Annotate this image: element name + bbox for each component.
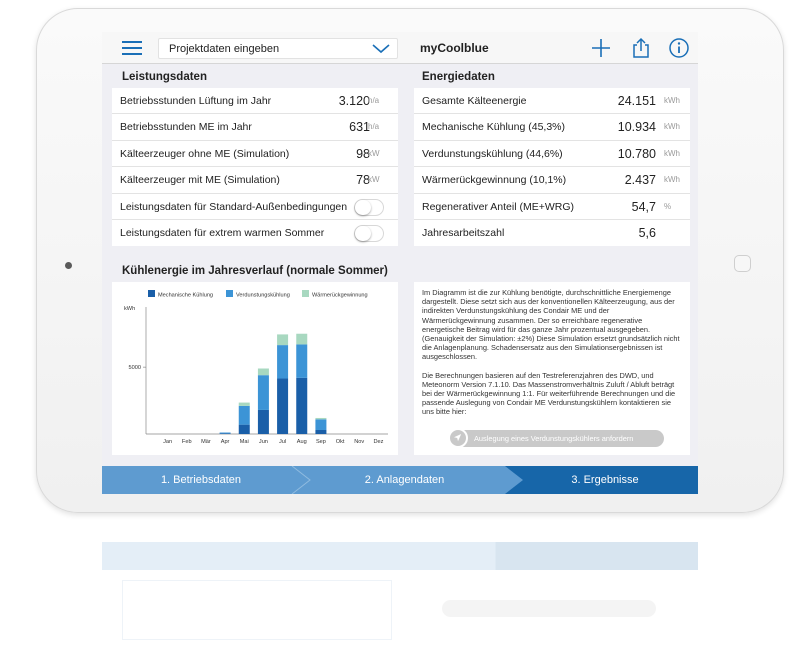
x-tick-label: Sep bbox=[315, 439, 326, 445]
bar-segment bbox=[220, 433, 231, 434]
row-unit: % bbox=[664, 201, 672, 211]
row-unit: kW bbox=[368, 175, 380, 185]
x-tick-label: Apr bbox=[220, 439, 230, 445]
bar-segment bbox=[296, 378, 307, 434]
standard-conditions-toggle[interactable] bbox=[354, 199, 384, 216]
energie-row bbox=[414, 194, 690, 220]
row-label: Jahresarbeitszahl bbox=[422, 226, 505, 239]
chevron-down-icon bbox=[371, 43, 391, 55]
bar-segment bbox=[258, 375, 269, 410]
description-paragraph: Im Diagramm ist die zur Kühlung benötigte, durchschnittliche Energiemenge dargestellt. Diese setzt sich aus der konventionellen Kälteerzeugung, aus der indirekten Verdunstungskühlung des Condair ME und der Wärmerückgewinnung zusammen. Der so erreichbare regenerative energetische Beitrag wird für das ganze Jahr prozentual ausgegeben. (Genauigkeit der Simulation: ±2%) Diese Simulation ersetzt grundsätzlich nicht die Anlagenplanung. Schadensersatz aus den Simulationsergebnissen ist ausgeschlossen. bbox=[422, 288, 680, 362]
x-tick-label: Feb bbox=[181, 439, 192, 445]
energie-row bbox=[414, 141, 690, 167]
row-unit: h/a bbox=[368, 122, 380, 132]
x-tick-label: Nov bbox=[354, 439, 365, 445]
x-tick-label: Mär bbox=[201, 439, 211, 445]
location-arrow-icon bbox=[448, 428, 468, 448]
leistung-row bbox=[112, 167, 398, 193]
chart-title: Kühlenergie im Jahresverlauf (normale Sommer) bbox=[122, 265, 388, 277]
step-navigation bbox=[102, 466, 698, 494]
row-label: Kälteerzeuger ohne ME (Simulation) bbox=[120, 147, 290, 160]
add-icon[interactable] bbox=[590, 37, 612, 59]
leistungsdaten-panel bbox=[112, 88, 398, 246]
row-value: 98 bbox=[356, 146, 370, 161]
request-button-label: Auslegung eines Verdunstungskühlers anfordern bbox=[474, 434, 634, 443]
camera bbox=[65, 262, 72, 269]
row-value: 631 bbox=[349, 120, 370, 135]
app-title: myCoolblue bbox=[420, 41, 489, 55]
row-unit: kWh bbox=[664, 122, 680, 132]
info-icon[interactable] bbox=[668, 37, 690, 59]
row-value: 2.437 bbox=[624, 173, 656, 188]
energie-row bbox=[414, 220, 690, 246]
description-panel bbox=[414, 282, 690, 455]
toggle-row-standard bbox=[112, 194, 398, 220]
description-paragraph: Die Berechnungen basieren auf den Testreferenzjahren des DWD, und Meteonorm Version 7.1.10. Das Massenstromverhältnis Zuluft / Abluft beträgt bei der Wärmerückgewinnung 1:1. Für weiterführende Berechnungen und die passende Auslegung von Condair ME Verdunstungskühlern kontaktieren sie uns bitte hier: bbox=[422, 370, 676, 417]
legend-label: Mechanische Kühlung bbox=[158, 292, 214, 299]
energiedaten-panel bbox=[414, 88, 690, 246]
toggle-row-warm bbox=[112, 220, 398, 246]
step-3-ergebnisse[interactable]: 3. Ergebnisse bbox=[571, 474, 639, 486]
bar-segment bbox=[296, 334, 307, 345]
legend-swatch bbox=[148, 290, 155, 297]
toggle-label: Leistungsdaten für Standard-Außenbedingungen bbox=[120, 200, 348, 213]
legend-swatch bbox=[226, 290, 233, 297]
row-label: Wärmerückgewinnung (10,1%) bbox=[422, 174, 567, 187]
row-label: Betriebsstunden ME im Jahr bbox=[120, 121, 252, 134]
leistungsdaten-title: Leistungsdaten bbox=[122, 71, 207, 83]
leistung-row bbox=[112, 141, 398, 167]
home-button[interactable] bbox=[734, 255, 751, 272]
bar-segment bbox=[220, 433, 231, 434]
tablet-reflection bbox=[36, 516, 784, 650]
y-tick-label: 5000 bbox=[128, 365, 141, 372]
row-label: Regenerativer Anteil (ME+WRG) bbox=[422, 200, 575, 213]
x-tick-label: Dez bbox=[373, 439, 384, 445]
row-unit: kWh bbox=[664, 96, 680, 105]
row-value: 54,7 bbox=[631, 199, 656, 214]
chart-panel bbox=[112, 282, 398, 455]
dropdown-value: Projektdaten eingeben bbox=[169, 43, 280, 55]
energie-row bbox=[414, 88, 690, 114]
bar-segment bbox=[315, 430, 326, 434]
leistung-row bbox=[112, 114, 398, 140]
project-dropdown[interactable] bbox=[158, 38, 398, 59]
app-screen bbox=[102, 32, 698, 494]
energie-row bbox=[414, 167, 690, 193]
bar-segment bbox=[277, 345, 288, 378]
bar-segment bbox=[258, 368, 269, 375]
row-value: 3.120 bbox=[338, 94, 370, 108]
legend-label: Wärmerückgewinnung bbox=[312, 292, 368, 299]
x-tick-label: Jun bbox=[258, 439, 268, 445]
row-unit: kWh bbox=[664, 175, 680, 185]
x-tick-label: Mai bbox=[239, 439, 249, 445]
x-tick-label: Okt bbox=[335, 439, 345, 445]
toggle-label: Leistungsdaten für extrem warmen Sommer bbox=[120, 226, 325, 239]
menu-icon[interactable] bbox=[122, 41, 142, 55]
warm-summer-toggle[interactable] bbox=[354, 225, 384, 242]
row-label: Gesamte Kälteenergie bbox=[422, 95, 527, 107]
share-icon[interactable] bbox=[630, 37, 652, 59]
row-label: Kälteerzeuger mit ME (Simulation) bbox=[120, 174, 280, 187]
legend-label: Verdunstungskühlung bbox=[236, 292, 290, 299]
row-value: 10.780 bbox=[617, 146, 656, 161]
row-label: Mechanische Kühlung (45,3%) bbox=[422, 121, 566, 134]
bar-segment bbox=[277, 379, 288, 434]
row-value: 78 bbox=[356, 173, 370, 188]
row-label: Betriebsstunden Lüftung im Jahr bbox=[120, 95, 272, 107]
step-1-betriebsdaten[interactable]: 1. Betriebsdaten bbox=[160, 474, 242, 486]
request-design-button[interactable] bbox=[450, 430, 664, 447]
row-unit: h/a bbox=[368, 96, 380, 105]
step-2-anlagendaten[interactable]: 2. Anlagendaten bbox=[364, 474, 445, 486]
row-value: 10.934 bbox=[617, 120, 656, 135]
energiedaten-title: Energiedaten bbox=[422, 71, 495, 83]
bar-segment bbox=[315, 418, 326, 419]
leistung-row bbox=[112, 88, 398, 114]
x-tick-label: Jan bbox=[163, 439, 173, 445]
legend-swatch bbox=[302, 290, 309, 297]
row-unit: kWh bbox=[664, 148, 680, 158]
bar-segment bbox=[315, 419, 326, 430]
bar-segment bbox=[239, 403, 250, 406]
bar-segment bbox=[277, 334, 288, 345]
bar-segment bbox=[296, 344, 307, 377]
y-axis-label: kWh bbox=[124, 306, 136, 312]
x-tick-label: Aug bbox=[296, 439, 307, 445]
energie-row bbox=[414, 114, 690, 140]
energy-chart bbox=[112, 282, 398, 455]
row-label: Verdunstungskühlung (44,6%) bbox=[422, 147, 563, 160]
bar-segment bbox=[239, 425, 250, 434]
top-bar bbox=[102, 32, 698, 64]
row-unit: kW bbox=[368, 148, 380, 158]
bar-segment bbox=[258, 410, 269, 434]
bar-segment bbox=[239, 406, 250, 425]
row-value: 5,6 bbox=[638, 225, 656, 240]
row-value: 24.151 bbox=[617, 94, 656, 108]
x-tick-label: Jul bbox=[279, 439, 287, 445]
